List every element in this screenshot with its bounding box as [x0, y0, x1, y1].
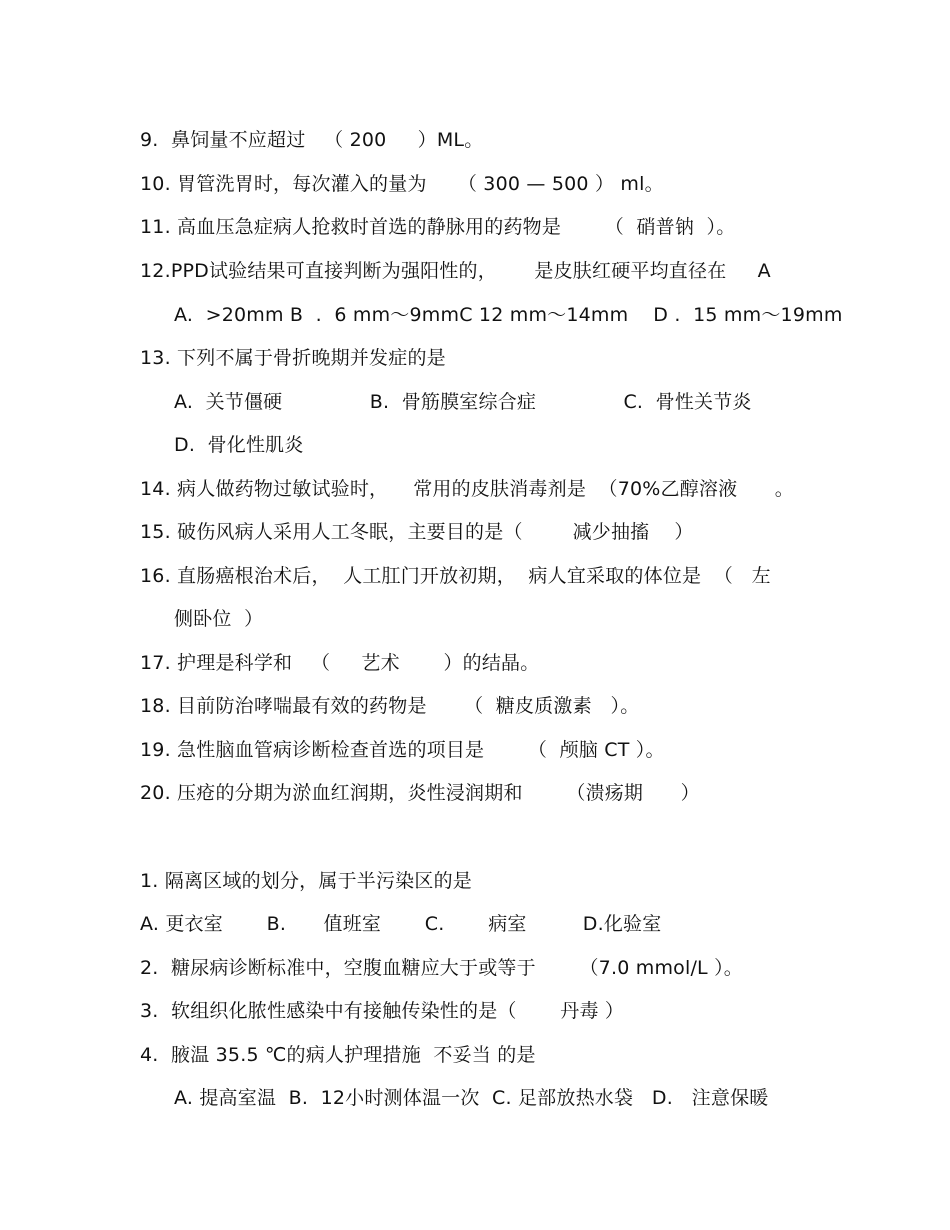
question-18: 18. 目前防治哮喘最有效的药物是 （ 糖皮质激素 ）。: [140, 695, 640, 717]
question-14: 14. 病人做药物过敏试验时， 常用的皮肤消毒剂是 （70%乙醇溶液 。: [140, 478, 794, 500]
question-13-options: A. 关节僵硬 B. 骨筋膜室综合症 C. 骨性关节炎: [174, 391, 752, 413]
question-20: 20. 压疮的分期为淤血红润期，炎性浸润期和 （溃疡期 ）: [140, 782, 700, 804]
question-9: 9. 鼻饲量不应超过 （ 200 ）ML。: [140, 129, 484, 151]
question-13-option-d: D. 骨化性肌炎: [174, 434, 304, 456]
question-11: 11. 高血压急症病人抢救时首选的静脉用的药物是 （ 硝普钠 ）。: [140, 216, 736, 238]
section2-question-3: 3. 软组织化脓性感染中有接触传染性的是（ 丹毒 ）: [140, 1000, 625, 1022]
question-16: 16. 直肠癌根治术后， 人工肛门开放初期， 病人宜采取的体位是 （ 左: [140, 565, 771, 587]
section2-question-4: 4. 腋温 35.5 ℃的病人护理措施 不妥当 的是: [140, 1044, 536, 1066]
question-13: 13. 下列不属于骨折晚期并发症的是: [140, 347, 446, 369]
question-17: 17. 护理是科学和 （ 艺术 ）的结晶。: [140, 652, 540, 674]
question-10: 10. 胃管洗胃时，每次灌入的量为 （ 300 — 500 ） ml。: [140, 173, 664, 195]
question-15: 15. 破伤风病人采用人工冬眠，主要目的是（ 减少抽搐 ）: [140, 521, 694, 543]
question-19: 19. 急性脑血管病诊断检查首选的项目是 （ 颅脑 CT ）。: [140, 739, 665, 761]
section2-question-1: 1. 隔离区域的划分，属于半污染区的是: [140, 870, 472, 892]
section2-question-1-options: A. 更衣室 B. 值班室 C. 病室 D.化验室: [140, 913, 662, 935]
question-12-options: A. >20mm B . 6 mm～9mmC 12 mm～14mm D . 15 mm～19mm: [174, 304, 843, 326]
question-12: 12.PPD试验结果可直接判断为强阳性的， 是皮肤红硬平均直径在 A: [140, 260, 771, 282]
section2-question-4-options: A. 提高室温 B. 12小时测体温一次 C. 足部放热水袋 D. 注意保暖: [174, 1087, 769, 1109]
section2-question-2: 2. 糖尿病诊断标准中，空腹血糖应大于或等于 （7.0 mmol/L ）。: [140, 957, 743, 979]
question-16-cont: 侧卧位 ）: [174, 608, 264, 630]
